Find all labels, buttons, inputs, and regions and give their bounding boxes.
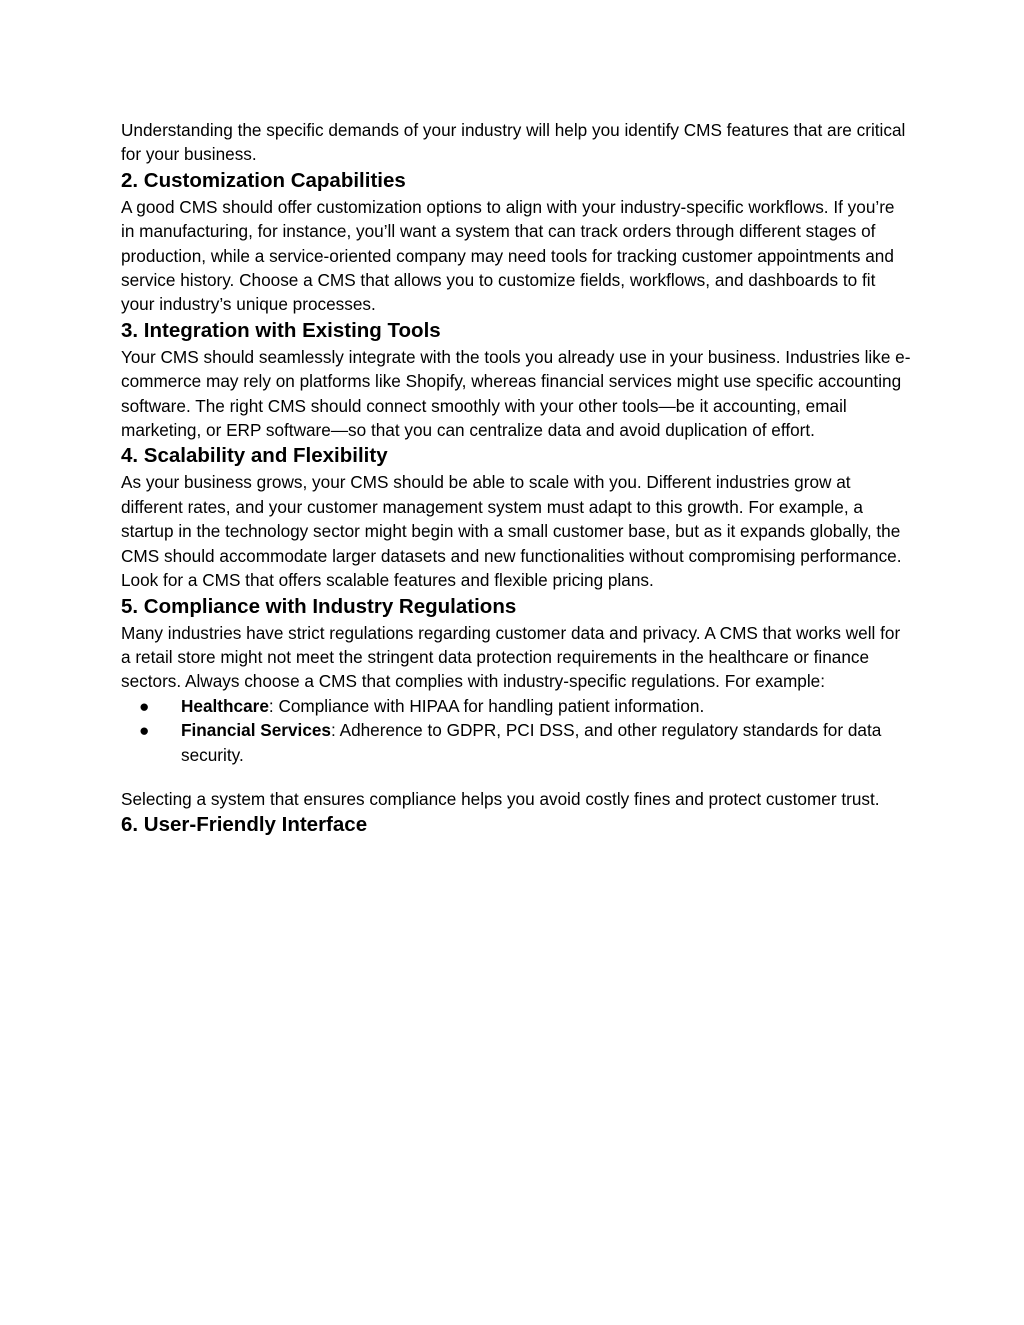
paragraph-compliance-regulations: Many industries have strict regulations regarding customer data and privacy. A CMS that works well for a retail store might not meet the stringent data protection requirements in the healthcare or finance sectors. Always choose a CMS that complies with industry-specific regulations. For example:	[121, 622, 901, 692]
list-item	[121, 718, 911, 767]
heading-customization-capabilities: 2. Customization Capabilities	[121, 168, 406, 192]
document-page	[121, 118, 911, 839]
bullet-label-healthcare: Healthcare	[181, 695, 269, 716]
intro-paragraph: Understanding the specific demands of your industry will help you identify CMS features that are critical for your business.	[121, 120, 906, 165]
bullet-text-healthcare: : Compliance with HIPAA for handling patient information.	[268, 695, 705, 716]
bullet-icon: ●	[139, 695, 150, 716]
paragraph-scalability-flexibility: As your business grows, your CMS should be able to scale with you. Different industries grow at different rates, and your customer management system must adapt to this growth. For example, a startup in the technology sector might begin with a small customer base, but as it expands globally, the CMS should accommodate larger datasets and new functionalities without compromising performance. Look for a CMS that offers scalable features and flexible pricing plans.	[121, 472, 902, 591]
compliance-bullet-list	[121, 694, 911, 767]
bullet-label-financial-services: Financial Services	[181, 720, 331, 741]
heading-compliance-regulations: 5. Compliance with Industry Regulations	[121, 594, 517, 618]
list-item	[121, 694, 911, 718]
paragraph-compliance-closing: Selecting a system that ensures compliance helps you avoid costly fines and protect customer trust.	[121, 788, 880, 809]
bullet-icon: ●	[139, 720, 150, 741]
paragraph-customization-capabilities: A good CMS should offer customization options to align with your industry-specific workflows. If you’re in manufacturing, for instance, you’ll want a system that can track orders through different stages of production, while a service-oriented company may need tools for tracking customer appointments and service history. Choose a CMS that allows you to customize fields, workflows, and dashboards to fit your industry’s unique processes.	[121, 196, 895, 315]
heading-integration-existing-tools: 3. Integration with Existing Tools	[121, 318, 441, 342]
heading-user-friendly-interface: 6. User-Friendly Interface	[121, 813, 368, 837]
paragraph-integration-existing-tools: Your CMS should seamlessly integrate with the tools you already use in your business. Industries like e-commerce may rely on platforms like Shopify, whereas financial services might use specific accounting software. The right CMS should connect smoothly with your other tools—be it accounting, email marketing, or ERP software—so that you can centralize data and avoid duplication of effort.	[121, 346, 911, 441]
heading-scalability-flexibility: 4. Scalability and Flexibility	[121, 444, 388, 468]
bullet-text-financial-services: : Adherence to GDPR, PCI DSS, and other regulatory standards for data security.	[181, 720, 882, 765]
